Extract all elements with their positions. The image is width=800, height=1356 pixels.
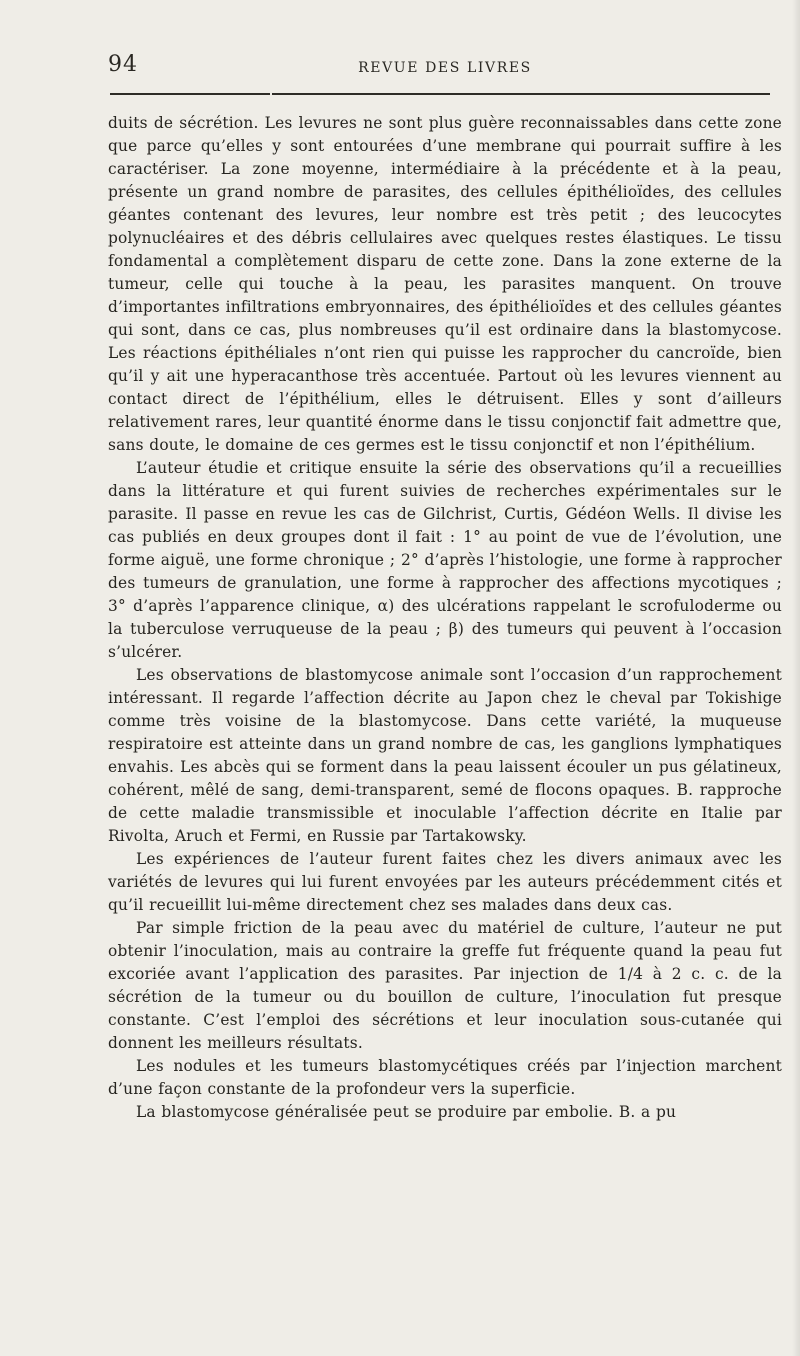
page-number: 94 [108, 52, 138, 77]
page-edge-shadow [792, 0, 800, 1356]
header-rule-left [110, 93, 270, 95]
paragraph: La blastomycose généralisée peut se produire par embolie. B. a pu [136, 1103, 677, 1121]
paragraph-continuation: duits de sécrétion. Les levures ne sont plus guère reconnaissables dans cette zone que parce qu’elles y sont entourées d’une membrane qui pourrait suffire à les caractériser. La zone moyenne, intermédiaire à la précédente et à la peau, présente un grand nombre de parasites, des cellules épithélioïdes, des cellules géantes contenant des levures, leur nombre est très petit ; des leucocytes polynucléaires et des débris cellulaires avec quelques restes élastiques. Le tissu fondamental a complètement disparu de cette zone. Dans la zone externe de la tumeur, celle qui touche à la peau, les parasites manquent. On trouve d’importantes infiltrations embryonnaires, des épithélioïdes et des cellules géantes qui sont, dans ce cas, plus nombreuses qu’il est ordinaire dans la blastomycose. Les réactions épithéliales n’ont rien qui puisse les rapprocher du cancroïde, bien qu’il y ait une hyperacanthose très accentuée. Partout où les levures viennent au contact direct de l’épithélium, elles le détruisent. Elles y sont d’ailleurs relativement rares, leur quantité énorme dans le tissu conjonctif fait admettre que, sans doute, le domaine de ces germes est le tissu conjonctif et non l’épithélium. [108, 114, 782, 454]
header-rule-right [272, 93, 770, 95]
paragraph: Les observations de blastomycose animale sont l’occasion d’un rapprochement intéressant. Il regarde l’affection décrite au Japon chez le cheval par Tokishige comme très voisine de la blastomycose. Dans cette variété, la muqueuse respiratoire est atteinte dans un grand nombre de cas, les ganglions lymphatiques envahis. Les abcès qui se forment dans la peau laissent écouler un pus gélatineux, cohérent, mêlé de sang, demi-transparent, semé de flocons opaques. B. rapproche de cette maladie transmissible et inoculable l’affection décrite en Italie par Rivolta, Aruch et Fermi, en Russie par Tartakowsky. [108, 666, 782, 845]
body-text [108, 112, 782, 1124]
page-header [108, 52, 782, 82]
running-head: REVUE DES LIVRES [358, 60, 532, 76]
paragraph: Par simple friction de la peau avec du matériel de culture, l’auteur ne put obtenir l’inoculation, mais au contraire la greffe fut fréquente quand la peau fut excoriée avant l’application des parasites. Par injection de 1/4 à 2 c. c. de la sécrétion de la tumeur ou du bouillon de culture, l’inoculation fut presque constante. C’est l’emploi des sécrétions et leur inoculation sous-cutanée qui donnent les meilleurs résultats. [108, 919, 782, 1052]
paragraph: Les nodules et les tumeurs blastomycétiques créés par l’injection marchent d’une façon constante de la profondeur vers la superficie. [108, 1057, 782, 1098]
paragraph: L’auteur étudie et critique ensuite la série des observations qu’il a recueillies dans la littérature et qui furent suivies de recherches expérimentales sur le parasite. Il passe en revue les cas de Gilchrist, Curtis, Gédéon Wells. Il divise les cas publiés en deux groupes dont il fait : 1° au point de vue de l’évolution, une forme aiguë, une forme chronique ; 2° d’après l’histologie, une forme à rapprocher des tumeurs de granulation, une forme à rapprocher des affections mycotiques ; 3° d’après l’apparence clinique, α) des ulcérations rappelant le scrofuloderme ou la tuberculose verruqueuse de la peau ; β) des tumeurs qui peuvent à l’occasion s’ulcérer. [108, 459, 782, 661]
paragraph: Les expériences de l’auteur furent faites chez les divers animaux avec les variétés de levures qui lui furent envoyées par les auteurs précédemment cités et qu’il recueillit lui-même directement chez ses malades dans deux cas. [108, 850, 782, 914]
